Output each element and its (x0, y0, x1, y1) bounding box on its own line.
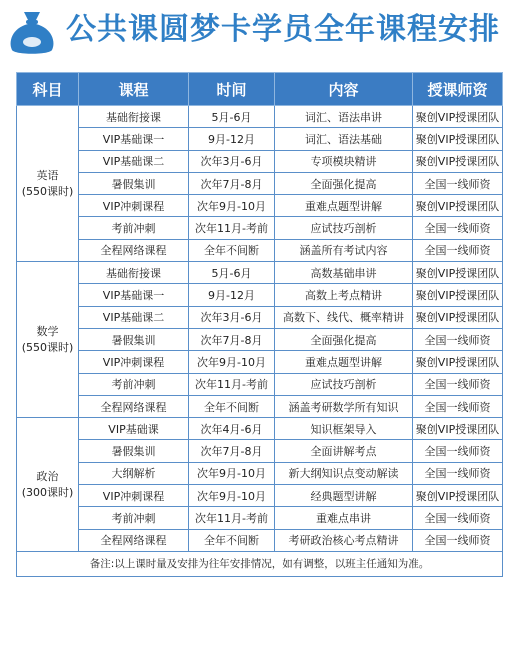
time-cell: 5月-6月 (189, 262, 275, 284)
teacher-cell: 聚创VIP授课团队 (413, 284, 503, 306)
time-cell: 全年不间断 (189, 395, 275, 417)
course-cell: 基础衔接课 (79, 106, 189, 128)
content-cell: 重难点串讲 (275, 507, 413, 529)
course-cell: 考前冲刺 (79, 507, 189, 529)
time-cell: 全年不间断 (189, 529, 275, 551)
table-row (17, 239, 503, 261)
content-cell: 重难点题型讲解 (275, 351, 413, 373)
teacher-cell: 聚创VIP授课团队 (413, 195, 503, 217)
course-cell: VIP基础课一 (79, 284, 189, 306)
content-cell: 词汇、语法串讲 (275, 106, 413, 128)
teacher-cell: 全国一线师资 (413, 217, 503, 239)
course-cell: VIP基础课 (79, 418, 189, 440)
teacher-cell: 全国一线师资 (413, 529, 503, 551)
time-cell: 全年不间断 (189, 239, 275, 261)
content-cell: 经典题型讲解 (275, 485, 413, 507)
table-row (17, 150, 503, 172)
table-row (17, 440, 503, 462)
table-row (17, 195, 503, 217)
course-cell: VIP基础课二 (79, 306, 189, 328)
course-cell: 大纲解析 (79, 462, 189, 484)
time-cell: 次年3月-6月 (189, 150, 275, 172)
note-row (17, 551, 503, 576)
header-subject: 科目 (17, 73, 79, 106)
teacher-cell: 全国一线师资 (413, 462, 503, 484)
content-cell: 全面强化提高 (275, 328, 413, 350)
course-cell: VIP基础课二 (79, 150, 189, 172)
teacher-cell: 全国一线师资 (413, 507, 503, 529)
teacher-cell: 聚创VIP授课团队 (413, 106, 503, 128)
table-row (17, 128, 503, 150)
header-teachers: 授课师资 (413, 73, 503, 106)
table-row (17, 262, 503, 284)
table-row (17, 306, 503, 328)
teacher-cell: 聚创VIP授课团队 (413, 128, 503, 150)
time-cell: 次年3月-6月 (189, 306, 275, 328)
time-cell: 次年4月-6月 (189, 418, 275, 440)
time-cell: 9月-12月 (189, 128, 275, 150)
course-cell: 全程网络课程 (79, 529, 189, 551)
content-cell: 重难点题型讲解 (275, 195, 413, 217)
teacher-cell: 聚创VIP授课团队 (413, 485, 503, 507)
subject-hours: (300课时) (21, 485, 74, 499)
subject-cell (17, 418, 79, 552)
time-cell: 次年9月-10月 (189, 195, 275, 217)
content-cell: 应试技巧剖析 (275, 217, 413, 239)
time-cell: 次年7月-8月 (189, 172, 275, 194)
table-row (17, 507, 503, 529)
table-row (17, 106, 503, 128)
content-cell: 考研政治核心考点精讲 (275, 529, 413, 551)
content-cell: 全面讲解考点 (275, 440, 413, 462)
content-cell: 高数基础串讲 (275, 262, 413, 284)
content-cell: 高数上考点精讲 (275, 284, 413, 306)
header-course: 课程 (79, 73, 189, 106)
teacher-cell: 聚创VIP授课团队 (413, 418, 503, 440)
table-row (17, 328, 503, 350)
table-row (17, 284, 503, 306)
note-text: 备注:以上课时量及安排为往年安排情况，如有调整，以班主任通知为准。 (17, 551, 503, 576)
course-cell: 考前冲刺 (79, 217, 189, 239)
course-cell: 暑假集训 (79, 328, 189, 350)
teacher-cell: 聚创VIP授课团队 (413, 306, 503, 328)
course-cell: VIP冲刺课程 (79, 351, 189, 373)
content-cell: 知识框架导入 (275, 418, 413, 440)
table-row (17, 351, 503, 373)
teacher-cell: 聚创VIP授课团队 (413, 351, 503, 373)
teacher-cell: 全国一线师资 (413, 239, 503, 261)
subject-hours: (550课时) (21, 340, 74, 354)
teacher-cell: 全国一线师资 (413, 373, 503, 395)
teacher-cell: 全国一线师资 (413, 395, 503, 417)
subject-cell (17, 262, 79, 418)
content-cell: 词汇、语法基础 (275, 128, 413, 150)
subject-name: 政治 (36, 469, 59, 483)
content-cell: 全面强化提高 (275, 172, 413, 194)
time-cell: 次年9月-10月 (189, 351, 275, 373)
teacher-cell: 全国一线师资 (413, 172, 503, 194)
title-bar (0, 0, 510, 64)
course-cell: 暑假集训 (79, 172, 189, 194)
subject-hours: (550课时) (21, 184, 74, 198)
course-schedule-table (16, 72, 503, 577)
time-cell: 次年11月-考前 (189, 217, 275, 239)
content-cell: 涵盖所有考试内容 (275, 239, 413, 261)
header-content: 内容 (275, 73, 413, 106)
time-cell: 5月-6月 (189, 106, 275, 128)
table-row (17, 485, 503, 507)
table-header-row (17, 73, 503, 106)
teacher-cell: 聚创VIP授课团队 (413, 262, 503, 284)
course-cell: 基础衔接课 (79, 262, 189, 284)
table-row (17, 217, 503, 239)
time-cell: 次年9月-10月 (189, 485, 275, 507)
content-cell: 专项模块精讲 (275, 150, 413, 172)
table-row (17, 395, 503, 417)
course-cell: 全程网络课程 (79, 239, 189, 261)
course-cell: 全程网络课程 (79, 395, 189, 417)
money-bag-icon (6, 8, 58, 56)
content-cell: 新大纲知识点变动解读 (275, 462, 413, 484)
content-cell: 应试技巧剖析 (275, 373, 413, 395)
time-cell: 次年11月-考前 (189, 507, 275, 529)
time-cell: 次年7月-8月 (189, 440, 275, 462)
subject-name: 数学 (36, 324, 59, 338)
course-cell: VIP冲刺课程 (79, 485, 189, 507)
table-row (17, 529, 503, 551)
teacher-cell: 聚创VIP授课团队 (413, 150, 503, 172)
course-cell: 暑假集训 (79, 440, 189, 462)
time-cell: 次年11月-考前 (189, 373, 275, 395)
course-cell: VIP冲刺课程 (79, 195, 189, 217)
teacher-cell: 全国一线师资 (413, 440, 503, 462)
table-row (17, 373, 503, 395)
teacher-cell: 全国一线师资 (413, 328, 503, 350)
course-cell: VIP基础课一 (79, 128, 189, 150)
table-row (17, 172, 503, 194)
course-cell: 考前冲刺 (79, 373, 189, 395)
subject-name: 英语 (36, 168, 59, 182)
table-body (17, 106, 503, 577)
time-cell: 次年7月-8月 (189, 328, 275, 350)
page-title: 公共课圆梦卡学员全年课程安排 (66, 12, 500, 47)
time-cell: 9月-12月 (189, 284, 275, 306)
time-cell: 次年9月-10月 (189, 462, 275, 484)
content-cell: 涵盖考研数学所有知识 (275, 395, 413, 417)
header-time: 时间 (189, 73, 275, 106)
table-row (17, 418, 503, 440)
subject-cell (17, 106, 79, 262)
content-cell: 高数下、线代、概率精讲 (275, 306, 413, 328)
table-row (17, 462, 503, 484)
